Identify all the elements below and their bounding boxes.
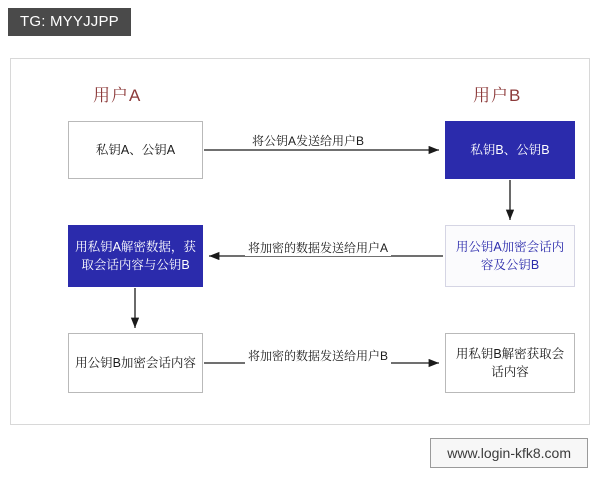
watermark: www.login-kfk8.com (430, 438, 588, 468)
node-private-public-key-b[interactable]: 私钥B、公钥B (445, 121, 575, 179)
node-private-public-key-a[interactable]: 私钥A、公钥A (68, 121, 203, 179)
column-title-user-b: 用户B (473, 86, 522, 105)
column-title-user-a: 用户A (93, 86, 142, 105)
tg-badge: TG: MYYJJPP (8, 8, 131, 36)
edge-label-send-public-key-a: 将公钥A发送给用户B (249, 132, 367, 149)
node-decrypt-with-private-key-b[interactable]: 用私钥B解密获取会话内容 (445, 333, 575, 393)
diagram-canvas (10, 58, 590, 425)
node-encrypt-with-public-key-b[interactable]: 用公钥B加密会话内容 (68, 333, 203, 393)
edge-label-send-encrypted-to-a: 将加密的数据发送给用户A (245, 239, 391, 256)
node-decrypt-with-private-key-a[interactable]: 用私钥A解密数据，获取会话内容与公钥B (68, 225, 203, 287)
node-encrypt-with-public-key-a[interactable]: 用公钥A加密会话内容及公钥B (445, 225, 575, 287)
edge-label-send-encrypted-to-b: 将加密的数据发送给用户B (245, 347, 391, 364)
